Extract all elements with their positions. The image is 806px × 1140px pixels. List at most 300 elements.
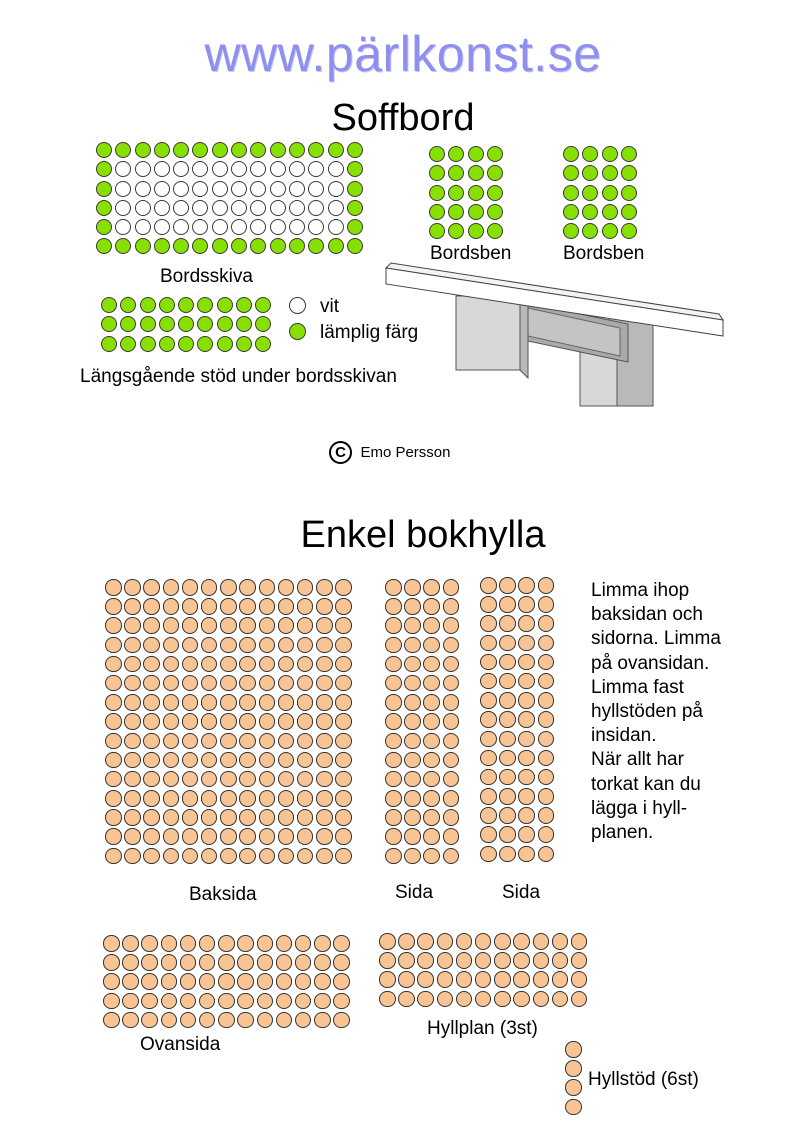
bead <box>314 935 331 952</box>
bead <box>122 993 139 1010</box>
bead <box>105 733 122 750</box>
bead <box>316 694 333 711</box>
bead <box>163 598 180 615</box>
stod-label: Längsgående stöd under bordsskivan <box>80 366 397 387</box>
bead <box>333 1012 350 1029</box>
bead <box>423 617 440 634</box>
bead <box>220 790 237 807</box>
bead <box>115 238 131 254</box>
bead <box>141 1012 158 1029</box>
bead <box>518 635 535 652</box>
bead <box>316 579 333 596</box>
bead <box>443 809 460 826</box>
bead <box>124 694 141 711</box>
bead <box>173 161 189 177</box>
bead <box>423 675 440 692</box>
bead <box>563 165 579 181</box>
bead <box>335 637 352 654</box>
bead <box>212 200 228 216</box>
bead <box>259 733 276 750</box>
bead <box>513 952 530 969</box>
bead <box>124 656 141 673</box>
bead <box>259 790 276 807</box>
hyllplan-label: Hyllplan (3st) <box>427 1018 538 1039</box>
bead <box>533 991 550 1008</box>
bead <box>182 694 199 711</box>
bead <box>182 733 199 750</box>
baksida-label: Baksida <box>189 884 257 905</box>
bead <box>379 991 396 1008</box>
bead <box>239 828 256 845</box>
bead <box>417 933 434 950</box>
bead <box>239 675 256 692</box>
soffbord-3d-illustration <box>380 262 730 407</box>
bead <box>192 219 208 235</box>
bead <box>316 828 333 845</box>
bead <box>316 752 333 769</box>
bordsben-pattern-1 <box>429 146 503 239</box>
sida-pattern-2 <box>480 577 554 862</box>
bead <box>289 142 305 158</box>
bead <box>480 846 497 863</box>
bead <box>423 579 440 596</box>
bead <box>143 637 160 654</box>
bead <box>143 694 160 711</box>
bead <box>297 675 314 692</box>
bead <box>429 146 445 162</box>
bead <box>297 579 314 596</box>
bead <box>328 238 344 254</box>
bead <box>212 181 228 197</box>
bead <box>480 635 497 652</box>
bead <box>429 204 445 220</box>
bead <box>218 954 235 971</box>
bead <box>105 675 122 692</box>
bead <box>259 656 276 673</box>
bead <box>499 577 516 594</box>
bead <box>199 973 216 990</box>
bead <box>180 993 197 1010</box>
bead <box>105 598 122 615</box>
bead <box>278 828 295 845</box>
bead <box>518 577 535 594</box>
bead <box>538 807 555 824</box>
bead <box>259 809 276 826</box>
bead <box>443 617 460 634</box>
ovansida-pattern <box>103 935 350 1028</box>
bead <box>257 993 274 1010</box>
bead <box>182 598 199 615</box>
bead <box>120 336 136 352</box>
bead <box>154 142 170 158</box>
bead <box>212 161 228 177</box>
bead <box>278 848 295 865</box>
bead <box>259 694 276 711</box>
bead <box>423 771 440 788</box>
bead <box>565 1099 582 1116</box>
bead <box>289 200 305 216</box>
bead <box>308 238 324 254</box>
bead <box>154 181 170 197</box>
bead <box>602 185 618 201</box>
bead <box>96 142 112 158</box>
bead <box>105 828 122 845</box>
bead <box>404 675 421 692</box>
bead <box>141 973 158 990</box>
bead <box>443 675 460 692</box>
bead <box>182 675 199 692</box>
bead <box>443 579 460 596</box>
bead <box>115 200 131 216</box>
bead <box>278 771 295 788</box>
bead <box>385 694 402 711</box>
bead <box>385 598 402 615</box>
bead <box>468 204 484 220</box>
bead <box>120 297 136 313</box>
bead <box>443 752 460 769</box>
bead <box>143 771 160 788</box>
bead <box>316 656 333 673</box>
bead <box>201 828 218 845</box>
bead <box>115 219 131 235</box>
bead <box>335 752 352 769</box>
bead <box>538 596 555 613</box>
bead <box>255 297 271 313</box>
bead <box>448 146 464 162</box>
bead <box>161 993 178 1010</box>
bead <box>448 165 464 181</box>
bead <box>316 637 333 654</box>
bead <box>239 752 256 769</box>
bead <box>278 752 295 769</box>
bead <box>180 954 197 971</box>
bead <box>173 181 189 197</box>
bead <box>278 637 295 654</box>
bead <box>278 617 295 634</box>
bead <box>143 598 160 615</box>
bead <box>143 809 160 826</box>
bead <box>250 219 266 235</box>
legend-white-swatch <box>289 297 306 314</box>
bead <box>259 617 276 634</box>
bead <box>257 973 274 990</box>
bead <box>308 142 324 158</box>
bead <box>220 579 237 596</box>
bead <box>480 788 497 805</box>
bead <box>333 935 350 952</box>
author-name: Emo Persson <box>360 443 451 461</box>
bead <box>180 935 197 952</box>
bead <box>423 828 440 845</box>
bead <box>143 733 160 750</box>
bead <box>480 654 497 671</box>
bead <box>335 848 352 865</box>
bead <box>499 788 516 805</box>
bead <box>328 142 344 158</box>
bead <box>278 733 295 750</box>
bead <box>328 181 344 197</box>
bead <box>437 952 454 969</box>
bead <box>518 846 535 863</box>
bead <box>135 200 151 216</box>
bead <box>385 733 402 750</box>
bead <box>239 579 256 596</box>
bead <box>143 848 160 865</box>
bead <box>259 637 276 654</box>
bead <box>239 656 256 673</box>
bead <box>468 223 484 239</box>
bead <box>239 733 256 750</box>
bead <box>621 185 637 201</box>
bead <box>231 161 247 177</box>
bead <box>513 933 530 950</box>
bead <box>122 973 139 990</box>
bead <box>289 219 305 235</box>
bead <box>163 617 180 634</box>
bead <box>513 971 530 988</box>
bead <box>379 952 396 969</box>
bead <box>443 656 460 673</box>
bead <box>220 598 237 615</box>
bead <box>443 637 460 654</box>
bead <box>220 656 237 673</box>
bead <box>385 637 402 654</box>
bead <box>314 1012 331 1029</box>
bead <box>499 711 516 728</box>
bead <box>182 637 199 654</box>
bead <box>417 952 434 969</box>
bead <box>124 771 141 788</box>
bead <box>335 656 352 673</box>
bead <box>398 991 415 1008</box>
bead <box>347 219 363 235</box>
bead <box>468 185 484 201</box>
bead <box>335 617 352 634</box>
bead <box>385 828 402 845</box>
bead <box>217 336 233 352</box>
bead <box>487 204 503 220</box>
bead <box>276 935 293 952</box>
bead <box>499 807 516 824</box>
bead <box>443 771 460 788</box>
bead <box>124 713 141 730</box>
bead <box>333 954 350 971</box>
bead <box>278 713 295 730</box>
bead <box>518 692 535 709</box>
bead <box>124 579 141 596</box>
bordsben-label-2: Bordsben <box>563 243 645 264</box>
bead <box>124 828 141 845</box>
bead <box>333 973 350 990</box>
bead <box>456 952 473 969</box>
bead <box>295 935 312 952</box>
bead <box>385 848 402 865</box>
bead <box>212 238 228 254</box>
bead <box>220 675 237 692</box>
bead <box>443 713 460 730</box>
bead <box>201 598 218 615</box>
bead <box>404 848 421 865</box>
bead <box>518 750 535 767</box>
bead <box>443 790 460 807</box>
bead <box>220 694 237 711</box>
front-leg-side <box>520 296 528 378</box>
copyright <box>329 441 451 464</box>
bead <box>404 637 421 654</box>
bead <box>103 1012 120 1029</box>
bead <box>398 952 415 969</box>
legend-white-label: vit <box>320 296 339 317</box>
bead <box>328 219 344 235</box>
bead <box>212 142 228 158</box>
bead <box>499 615 516 632</box>
hyllstod-label: Hyllstöd (6st) <box>588 1069 699 1090</box>
bead <box>217 316 233 332</box>
bead <box>335 809 352 826</box>
bead <box>220 733 237 750</box>
bead <box>437 933 454 950</box>
bead <box>105 790 122 807</box>
bead <box>173 200 189 216</box>
bead <box>173 142 189 158</box>
bead <box>385 790 402 807</box>
bead <box>429 223 445 239</box>
bead <box>250 161 266 177</box>
bead <box>404 733 421 750</box>
bead <box>143 790 160 807</box>
bead <box>456 933 473 950</box>
bead <box>182 617 199 634</box>
bead <box>278 790 295 807</box>
bead <box>602 146 618 162</box>
bead <box>182 809 199 826</box>
bead <box>565 1041 582 1058</box>
bead <box>443 694 460 711</box>
bead <box>231 181 247 197</box>
bead <box>398 971 415 988</box>
bead <box>192 238 208 254</box>
bead <box>538 615 555 632</box>
bead <box>270 161 286 177</box>
bead <box>289 181 305 197</box>
bead <box>201 771 218 788</box>
bead <box>316 598 333 615</box>
bead <box>163 771 180 788</box>
sida-label-1: Sida <box>395 882 434 903</box>
bead <box>220 828 237 845</box>
bead <box>103 954 120 971</box>
bead <box>533 933 550 950</box>
bead <box>582 185 598 201</box>
bead <box>295 1012 312 1029</box>
bead <box>236 336 252 352</box>
bead <box>480 673 497 690</box>
hyllstod-pattern <box>565 1041 582 1115</box>
bead <box>297 828 314 845</box>
sida-pattern-1 <box>385 579 459 864</box>
bead <box>314 973 331 990</box>
bead <box>231 142 247 158</box>
bead <box>180 973 197 990</box>
bordsskiva-label: Bordsskiva <box>160 266 253 287</box>
bead <box>180 1012 197 1029</box>
bead <box>276 1012 293 1029</box>
bead <box>201 790 218 807</box>
bead <box>385 771 402 788</box>
bead <box>250 200 266 216</box>
bead <box>385 579 402 596</box>
bead <box>135 181 151 197</box>
bead <box>143 656 160 673</box>
bead <box>404 809 421 826</box>
bead <box>297 771 314 788</box>
bead <box>231 219 247 235</box>
bead <box>423 848 440 865</box>
bead <box>201 848 218 865</box>
bead <box>173 238 189 254</box>
bead <box>276 993 293 1010</box>
bead <box>423 733 440 750</box>
bead <box>297 656 314 673</box>
bead <box>115 142 131 158</box>
bead <box>143 752 160 769</box>
bead <box>161 1012 178 1029</box>
bead <box>154 219 170 235</box>
bead <box>335 713 352 730</box>
bead <box>538 673 555 690</box>
bead <box>468 146 484 162</box>
bead <box>101 297 117 313</box>
bead <box>237 993 254 1010</box>
bead <box>135 142 151 158</box>
bead <box>101 336 117 352</box>
bead <box>308 161 324 177</box>
bead <box>297 598 314 615</box>
bead <box>518 596 535 613</box>
bead <box>379 933 396 950</box>
bead <box>552 991 569 1008</box>
bead <box>518 673 535 690</box>
bead <box>278 598 295 615</box>
bead <box>192 181 208 197</box>
instruction-line: lägga i hyll- <box>591 797 688 819</box>
bead <box>163 752 180 769</box>
bead <box>182 656 199 673</box>
bead <box>437 971 454 988</box>
bead <box>178 316 194 332</box>
bead <box>124 617 141 634</box>
bead <box>124 733 141 750</box>
bead <box>437 991 454 1008</box>
bead <box>328 200 344 216</box>
instruction-line: sidorna. Limma <box>591 628 721 650</box>
bead <box>105 617 122 634</box>
hyllplan-pattern <box>379 933 587 1007</box>
bead <box>385 809 402 826</box>
bead <box>487 185 503 201</box>
bead <box>347 142 363 158</box>
bead <box>398 933 415 950</box>
bead <box>103 993 120 1010</box>
bead <box>335 733 352 750</box>
bead <box>105 809 122 826</box>
bead <box>163 848 180 865</box>
bead <box>105 752 122 769</box>
bead <box>199 954 216 971</box>
bead <box>602 165 618 181</box>
bead <box>487 146 503 162</box>
bead <box>143 828 160 845</box>
